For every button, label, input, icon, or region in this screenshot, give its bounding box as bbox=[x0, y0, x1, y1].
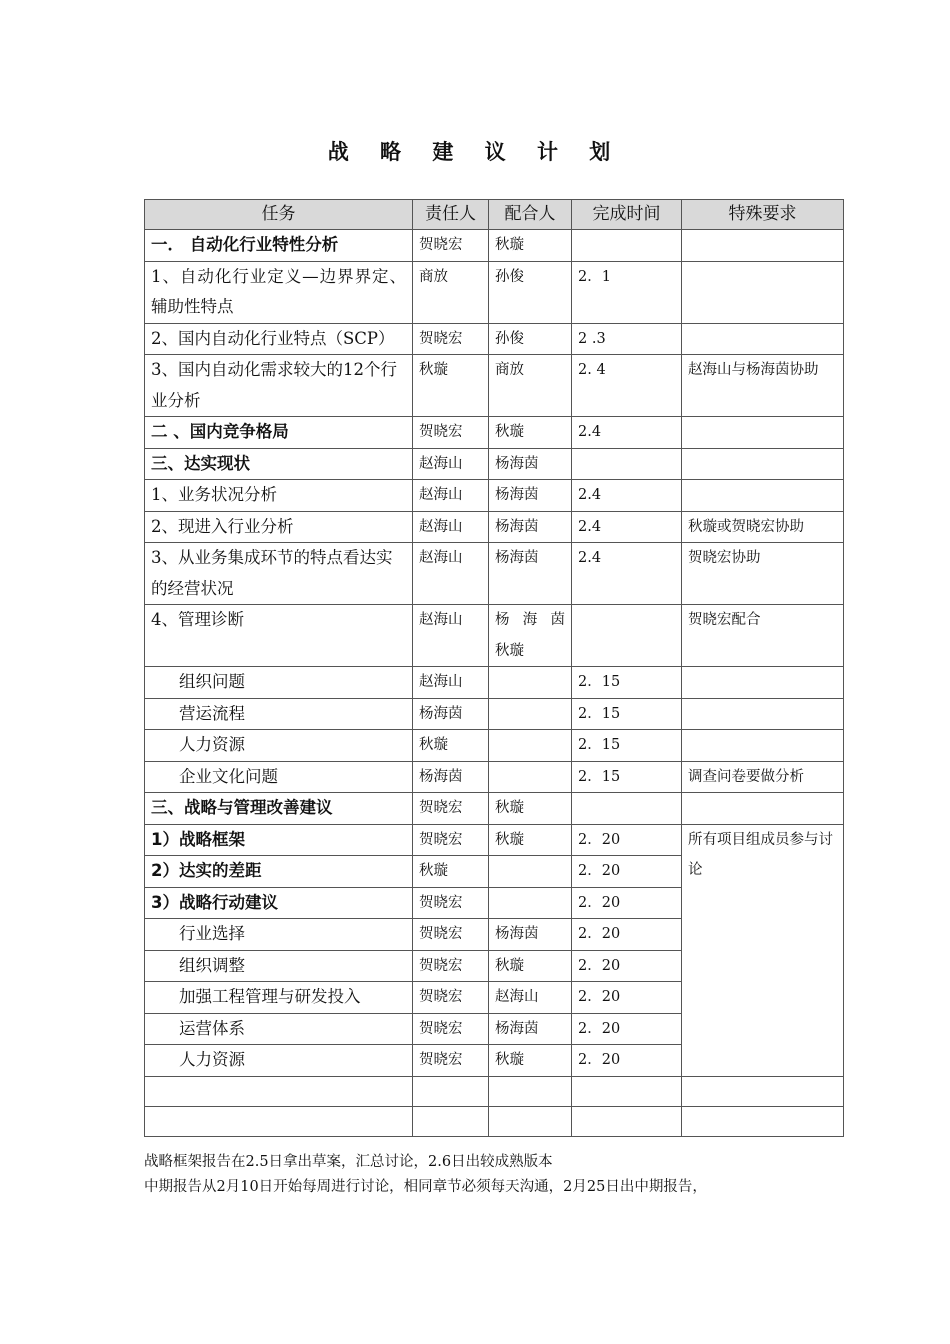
note-cell-merged: 所有项目组成员参与讨论 bbox=[682, 824, 844, 1076]
owner-cell: 贺晓宏 bbox=[413, 230, 489, 262]
task-cell: 组织调整 bbox=[145, 950, 413, 982]
owner-cell: 贺晓宏 bbox=[413, 887, 489, 919]
table-row bbox=[145, 793, 844, 825]
time-cell bbox=[572, 605, 682, 667]
time-cell: 2．20 bbox=[572, 982, 682, 1014]
assist-cell: 秋璇 bbox=[489, 793, 572, 825]
note-cell bbox=[682, 730, 844, 762]
table-row bbox=[145, 480, 844, 512]
time-cell: 2.4 bbox=[572, 543, 682, 605]
task-cell: 2、现进入行业分析 bbox=[145, 511, 413, 543]
task-cell: 组织问题 bbox=[145, 667, 413, 699]
owner-cell: 商放 bbox=[413, 261, 489, 323]
time-cell: 2.4 bbox=[572, 480, 682, 512]
time-cell: 2．20 bbox=[572, 1045, 682, 1077]
assist-cell: 杨 海 茵 秋璇 bbox=[489, 605, 572, 667]
time-cell: 2．20 bbox=[572, 1013, 682, 1045]
task-cell: 4、管理诊断 bbox=[145, 605, 413, 667]
assist-cell: 杨海茵 bbox=[489, 1013, 572, 1045]
page-title: 战 略 建 议 计 划 bbox=[327, 140, 623, 164]
table-row bbox=[145, 761, 844, 793]
task-cell: 1、业务状况分析 bbox=[145, 480, 413, 512]
table-row bbox=[145, 605, 844, 667]
assist-cell bbox=[489, 667, 572, 699]
task-cell: 2、国内自动化行业特点（SCP） bbox=[145, 323, 413, 355]
empty-cell bbox=[413, 1106, 489, 1136]
header-task: 任务 bbox=[145, 200, 413, 230]
time-cell: 2．15 bbox=[572, 698, 682, 730]
header-owner: 责任人 bbox=[413, 200, 489, 230]
note-cell: 贺晓宏配合 bbox=[682, 605, 844, 667]
time-cell: 2. 4 bbox=[572, 355, 682, 417]
empty-cell bbox=[489, 1106, 572, 1136]
note-cell bbox=[682, 667, 844, 699]
assist-cell bbox=[489, 887, 572, 919]
footnote-line: 中期报告从2月10日开始每周进行讨论，相同章节必须每天沟通，2月25日出中期报告， bbox=[144, 1179, 707, 1195]
task-cell: 加强工程管理与研发投入 bbox=[145, 982, 413, 1014]
footnote-line: 战略框架报告在2.5日拿出草案，汇总讨论，2.6日出较成熟版本 bbox=[144, 1154, 553, 1170]
assist-cell: 孙俊 bbox=[489, 261, 572, 323]
task-cell: 3）战略行动建议 bbox=[145, 887, 413, 919]
assist-cell: 秋璇 bbox=[489, 950, 572, 982]
table-row bbox=[145, 511, 844, 543]
note-cell bbox=[682, 448, 844, 480]
time-cell: 2．20 bbox=[572, 950, 682, 982]
assist-cell: 秋璇 bbox=[489, 417, 572, 449]
note-cell bbox=[682, 230, 844, 262]
empty-cell bbox=[413, 1076, 489, 1106]
owner-cell: 杨海茵 bbox=[413, 761, 489, 793]
assist-cell bbox=[489, 730, 572, 762]
header-time: 完成时间 bbox=[572, 200, 682, 230]
task-cell: 三、达实现状 bbox=[145, 448, 413, 480]
assist-cell: 杨海茵 bbox=[489, 511, 572, 543]
task-cell: 行业选择 bbox=[145, 919, 413, 951]
assist-cell: 秋璇 bbox=[489, 824, 572, 856]
task-cell: 二 、国内竞争格局 bbox=[145, 417, 413, 449]
assist-cell: 秋璇 bbox=[489, 1045, 572, 1077]
task-cell: 运营体系 bbox=[145, 1013, 413, 1045]
time-cell: 2．1 bbox=[572, 261, 682, 323]
table-row bbox=[145, 417, 844, 449]
task-cell: 营运流程 bbox=[145, 698, 413, 730]
table-row bbox=[145, 667, 844, 699]
task-cell: 3、从业务集成环节的特点看达实的经营状况 bbox=[145, 543, 413, 605]
table-row bbox=[145, 230, 844, 262]
owner-cell: 贺晓宏 bbox=[413, 1045, 489, 1077]
empty-cell bbox=[145, 1076, 413, 1106]
task-cell: 三、战略与管理改善建议 bbox=[145, 793, 413, 825]
time-cell: 2．20 bbox=[572, 824, 682, 856]
owner-cell: 秋璇 bbox=[413, 730, 489, 762]
empty-row bbox=[145, 1106, 844, 1136]
table-row bbox=[145, 355, 844, 417]
table-row bbox=[145, 261, 844, 323]
time-cell bbox=[572, 793, 682, 825]
assist-cell bbox=[489, 761, 572, 793]
assist-cell: 孙俊 bbox=[489, 323, 572, 355]
note-cell bbox=[682, 480, 844, 512]
note-cell bbox=[682, 261, 844, 323]
empty-cell bbox=[145, 1106, 413, 1136]
empty-cell bbox=[489, 1076, 572, 1106]
empty-row bbox=[145, 1076, 844, 1106]
header-assist: 配合人 bbox=[489, 200, 572, 230]
assist-cell: 杨海茵 bbox=[489, 480, 572, 512]
note-cell: 秋璇或贺晓宏协助 bbox=[682, 511, 844, 543]
task-cell: 一． 自动化行业特性分析 bbox=[145, 230, 413, 262]
task-cell: 人力资源 bbox=[145, 1045, 413, 1077]
note-cell bbox=[682, 698, 844, 730]
table-row bbox=[145, 448, 844, 480]
owner-cell: 贺晓宏 bbox=[413, 982, 489, 1014]
time-cell: 2．20 bbox=[572, 856, 682, 888]
note-cell bbox=[682, 323, 844, 355]
task-cell: 1）战略框架 bbox=[145, 824, 413, 856]
note-cell: 赵海山与杨海茵协助 bbox=[682, 355, 844, 417]
owner-cell: 赵海山 bbox=[413, 448, 489, 480]
time-cell: 2．20 bbox=[572, 887, 682, 919]
table-row bbox=[145, 698, 844, 730]
assist-cell bbox=[489, 856, 572, 888]
assist-cell: 秋璇 bbox=[489, 230, 572, 262]
owner-cell: 贺晓宏 bbox=[413, 793, 489, 825]
time-cell: 2．15 bbox=[572, 730, 682, 762]
time-cell: 2．15 bbox=[572, 761, 682, 793]
owner-cell: 秋璇 bbox=[413, 856, 489, 888]
plan-table bbox=[144, 199, 844, 1137]
owner-cell: 贺晓宏 bbox=[413, 417, 489, 449]
empty-cell bbox=[682, 1076, 844, 1106]
owner-cell: 赵海山 bbox=[413, 480, 489, 512]
time-cell: 2．20 bbox=[572, 919, 682, 951]
note-cell: 贺晓宏协助 bbox=[682, 543, 844, 605]
time-cell bbox=[572, 230, 682, 262]
table-row bbox=[145, 824, 844, 856]
owner-cell: 赵海山 bbox=[413, 667, 489, 699]
owner-cell: 秋璇 bbox=[413, 355, 489, 417]
task-cell: 企业文化问题 bbox=[145, 761, 413, 793]
owner-cell: 赵海山 bbox=[413, 511, 489, 543]
owner-cell: 贺晓宏 bbox=[413, 824, 489, 856]
task-cell: 3、国内自动化需求较大的12个行业分析 bbox=[145, 355, 413, 417]
assist-cell: 杨海茵 bbox=[489, 919, 572, 951]
owner-cell: 赵海山 bbox=[413, 543, 489, 605]
owner-cell: 贺晓宏 bbox=[413, 950, 489, 982]
table-row bbox=[145, 323, 844, 355]
assist-cell: 杨海茵 bbox=[489, 543, 572, 605]
owner-cell: 贺晓宏 bbox=[413, 1013, 489, 1045]
time-cell: 2．15 bbox=[572, 667, 682, 699]
owner-cell: 杨海茵 bbox=[413, 698, 489, 730]
table-row bbox=[145, 730, 844, 762]
time-cell: 2.4 bbox=[572, 417, 682, 449]
note-cell bbox=[682, 417, 844, 449]
assist-cell bbox=[489, 698, 572, 730]
assist-cell: 赵海山 bbox=[489, 982, 572, 1014]
owner-cell: 赵海山 bbox=[413, 605, 489, 667]
owner-cell: 贺晓宏 bbox=[413, 323, 489, 355]
empty-cell bbox=[572, 1106, 682, 1136]
time-cell bbox=[572, 448, 682, 480]
table-header-row bbox=[145, 200, 844, 230]
task-cell: 1、自动化行业定义—边界界定、辅助性特点 bbox=[145, 261, 413, 323]
empty-cell bbox=[572, 1076, 682, 1106]
footnotes bbox=[144, 1150, 864, 1200]
note-cell: 调查问卷要做分析 bbox=[682, 761, 844, 793]
task-cell: 人力资源 bbox=[145, 730, 413, 762]
time-cell: 2 .3 bbox=[572, 323, 682, 355]
table-row bbox=[145, 543, 844, 605]
assist-cell: 杨海茵 bbox=[489, 448, 572, 480]
header-note: 特殊要求 bbox=[682, 200, 844, 230]
assist-cell: 商放 bbox=[489, 355, 572, 417]
task-cell: 2）达实的差距 bbox=[145, 856, 413, 888]
owner-cell: 贺晓宏 bbox=[413, 919, 489, 951]
time-cell: 2.4 bbox=[572, 511, 682, 543]
empty-cell bbox=[682, 1106, 844, 1136]
note-cell bbox=[682, 793, 844, 825]
